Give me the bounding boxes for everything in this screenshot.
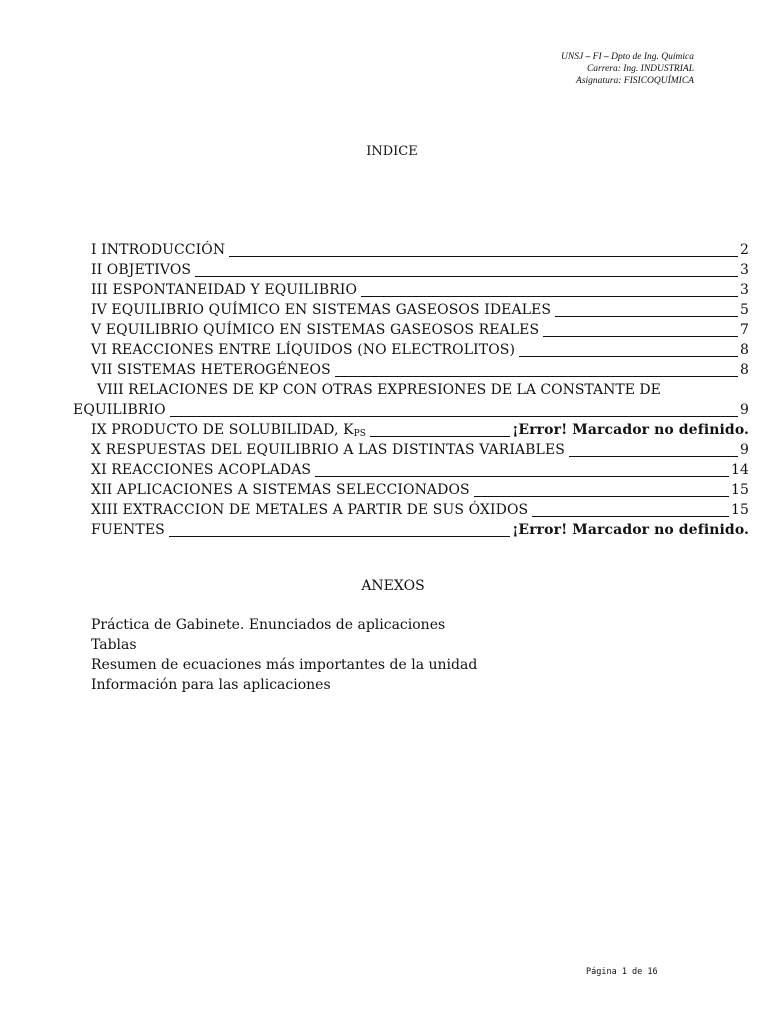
header-department: Dpto de Ing. Química bbox=[611, 52, 694, 62]
toc-entry-aplicaciones[interactable] bbox=[91, 480, 749, 500]
toc-page-number: 3 bbox=[739, 262, 749, 278]
toc-entry-label: VII SISTEMAS HETEROGÉNEOS bbox=[91, 362, 331, 378]
toc-page-number: 9 bbox=[739, 442, 749, 458]
toc-entry-label-text: IX PRODUCTO DE SOLUBILIDAD, K bbox=[91, 422, 354, 438]
page-footer: Página 1 de 16 bbox=[586, 967, 658, 977]
page-title: INDICE bbox=[366, 144, 418, 159]
toc-entry-label: IV EQUILIBRIO QUÍMICO EN SISTEMAS GASEOSOS IDEALES bbox=[91, 302, 552, 318]
toc-page-number: 5 bbox=[739, 302, 749, 318]
toc-entry-label: II OBJETIVOS bbox=[91, 262, 192, 278]
toc-leader bbox=[335, 376, 738, 377]
toc-entry-gases-reales[interactable] bbox=[91, 320, 749, 340]
toc-error-marker: ¡Error! Marcador no definido. bbox=[512, 522, 749, 538]
anexo-item: Información para las aplicaciones bbox=[91, 677, 331, 693]
toc-entry-label: V EQUILIBRIO QUÍMICO EN SISTEMAS GASEOSOS REALES bbox=[91, 322, 540, 338]
toc-entry-label: III ESPONTANEIDAD Y EQUILIBRIO bbox=[91, 282, 358, 298]
toc-entry-objetivos[interactable] bbox=[91, 260, 749, 280]
toc-entry-label: XIII EXTRACCION DE METALES A PARTIR DE SUS ÓXIDOS bbox=[91, 502, 529, 518]
toc-entry-introduccion[interactable] bbox=[91, 240, 749, 260]
toc-entry-acopladas[interactable] bbox=[91, 460, 749, 480]
toc-entry-label: X RESPUESTAS DEL EQUILIBRIO A LAS DISTINTAS VARIABLES bbox=[91, 442, 565, 458]
header-line-career: Carrera: Ing. INDUSTRIAL bbox=[586, 64, 694, 74]
header-line-institution bbox=[434, 51, 694, 63]
toc-entry-extraccion[interactable] bbox=[91, 500, 749, 520]
header-dash: – bbox=[601, 52, 612, 62]
toc-entry-label bbox=[91, 420, 366, 440]
toc-page-number: 8 bbox=[739, 362, 749, 378]
toc-leader bbox=[361, 296, 738, 297]
toc-page-number: 14 bbox=[730, 462, 749, 478]
toc-entry-relaciones-kp[interactable] bbox=[73, 400, 749, 420]
header-dash: – bbox=[583, 52, 593, 62]
toc-entry-label: XI REACCIONES ACOPLADAS bbox=[91, 462, 312, 478]
toc-entry-liquidos[interactable] bbox=[91, 340, 749, 360]
anexos-heading: ANEXOS bbox=[361, 578, 425, 594]
toc-error-marker: ¡Error! Marcador no definido. bbox=[512, 422, 749, 438]
header-university: UNSJ bbox=[561, 52, 584, 62]
anexo-item: Práctica de Gabinete. Enunciados de aplicaciones bbox=[91, 617, 446, 633]
toc-leader bbox=[543, 336, 738, 337]
toc-entry-heterogeneos[interactable] bbox=[91, 360, 749, 380]
toc-page-number: 15 bbox=[730, 482, 749, 498]
toc-leader bbox=[195, 276, 738, 277]
anexo-item: Tablas bbox=[91, 637, 137, 653]
toc-page-number: 3 bbox=[739, 282, 749, 298]
anexo-item: Resumen de ecuaciones más importantes de la unidad bbox=[91, 657, 478, 673]
toc-entry-respuestas[interactable] bbox=[91, 440, 749, 460]
toc-entry-label: I INTRODUCCIÓN bbox=[91, 242, 226, 258]
toc-page-number: 2 bbox=[739, 242, 749, 258]
toc-entry-fuentes[interactable] bbox=[91, 520, 749, 540]
toc-entry-espontaneidad[interactable] bbox=[91, 280, 749, 300]
toc-entry-label-subscript: PS bbox=[353, 429, 367, 439]
header-line-subject: Asignatura: FISICOQUÍMICA bbox=[576, 76, 694, 86]
toc-page-number: 8 bbox=[739, 342, 749, 358]
toc-entry-solubilidad[interactable] bbox=[91, 420, 749, 440]
toc-page-number: 7 bbox=[739, 322, 749, 338]
toc-leader bbox=[569, 456, 738, 457]
toc-leader bbox=[170, 416, 738, 417]
document-header bbox=[434, 51, 694, 87]
toc-entry-label: VI REACCIONES ENTRE LÍQUIDOS (NO ELECTROLITOS) bbox=[91, 342, 516, 358]
toc-entry-gases-ideales[interactable] bbox=[91, 300, 749, 320]
toc-entry-label: XII APLICACIONES A SISTEMAS SELECCIONADOS bbox=[91, 482, 470, 498]
toc-entry-label: EQUILIBRIO bbox=[73, 402, 166, 418]
toc-leader bbox=[315, 476, 729, 477]
toc-leader bbox=[169, 536, 510, 537]
toc-page-number: 9 bbox=[739, 402, 749, 418]
anexos-list bbox=[91, 615, 477, 695]
toc-leader bbox=[532, 516, 729, 517]
toc-leader bbox=[555, 316, 738, 317]
toc-leader bbox=[229, 256, 738, 257]
toc-leader bbox=[370, 436, 510, 437]
toc-leader bbox=[519, 356, 738, 357]
toc-leader bbox=[474, 496, 729, 497]
toc-entry-relaciones-kp-line1[interactable]: VIII RELACIONES DE KP CON OTRAS EXPRESIONES DE LA CONSTANTE DE bbox=[97, 382, 661, 398]
toc-page-number: 15 bbox=[730, 502, 749, 518]
header-faculty: FI bbox=[592, 52, 602, 62]
toc-entry-label: FUENTES bbox=[91, 522, 165, 538]
